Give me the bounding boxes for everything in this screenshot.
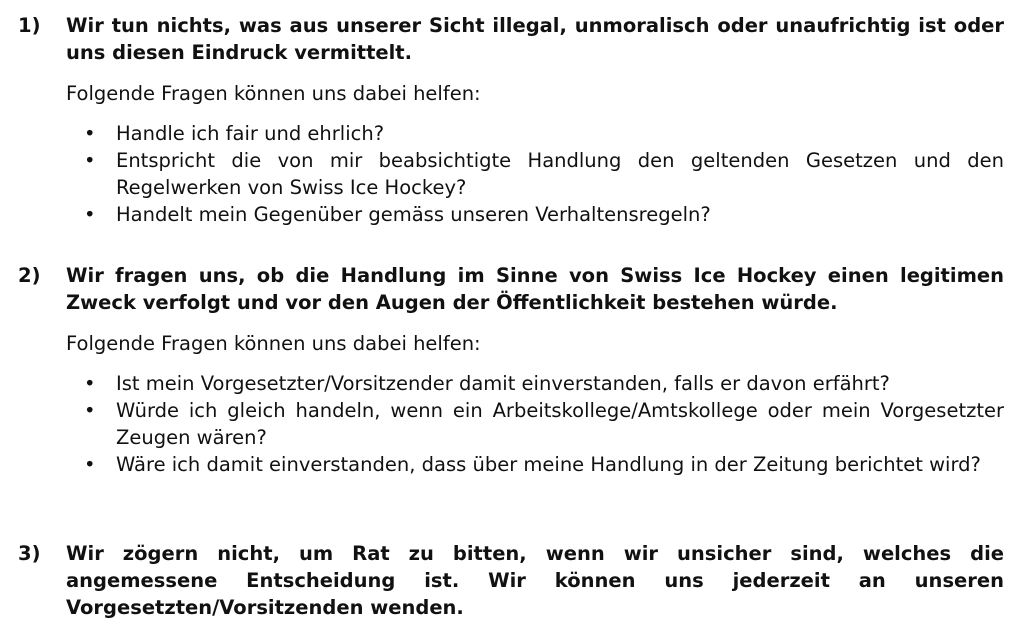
list-item-text: Handle ich fair und ehrlich?	[116, 122, 385, 145]
section-title: Wir fragen uns, ob die Handlung im Sinne von Swiss Ice Hockey einen legitimen Zweck verfolgt und vor den Augen der Öffentlichkeit bestehen würde.	[66, 264, 1004, 314]
list-item	[66, 451, 1004, 478]
list-item	[66, 147, 1004, 201]
bullet-icon: •	[84, 399, 96, 422]
list-item-text: Ist mein Vorgesetzter/Vorsitzender damit einverstanden, falls er davon erfährt?	[116, 372, 890, 395]
list-item-text: Entspricht die von mir beabsichtigte Handlung den geltenden Gesetzen und den Regelwerken von Swiss Ice Hockey?	[116, 149, 1004, 199]
bullet-list	[66, 120, 1004, 228]
list-item-text: Würde ich gleich handeln, wenn ein Arbeitskollege/Amtskollege oder mein Vorgesetzter Zeugen wären?	[116, 399, 1004, 449]
section-title: Wir zögern nicht, um Rat zu bitten, wenn wir unsicher sind, welches die angemessene Entscheidung ist. Wir können uns jederzeit an unseren Vorgesetzten/Vorsitzenden wenden.	[66, 542, 1004, 619]
bullet-icon: •	[84, 203, 96, 226]
list-item-text: Handelt mein Gegenüber gemäss unseren Verhaltensregeln?	[116, 203, 711, 226]
bullet-list	[66, 370, 1004, 478]
section-number: 1)	[18, 14, 41, 37]
section-number: 2)	[18, 264, 41, 287]
bullet-icon: •	[84, 453, 96, 476]
list-item	[66, 201, 1004, 228]
section-intro: Folgende Fragen können uns dabei helfen:	[66, 82, 481, 105]
bullet-icon: •	[84, 122, 96, 145]
list-item	[66, 120, 1004, 147]
list-item-text: Wäre ich damit einverstanden, dass über meine Handlung in der Zeitung berichtet wird?	[116, 453, 981, 476]
bullet-icon: •	[84, 372, 96, 395]
list-item	[66, 397, 1004, 451]
section-title: Wir tun nichts, was aus unserer Sicht illegal, unmoralisch oder unaufrichtig ist oder uns diesen Eindruck vermittelt.	[66, 14, 1004, 64]
list-item	[66, 370, 1004, 397]
section-number: 3)	[18, 542, 41, 565]
section-intro: Folgende Fragen können uns dabei helfen:	[66, 332, 481, 355]
bullet-icon: •	[84, 149, 96, 172]
